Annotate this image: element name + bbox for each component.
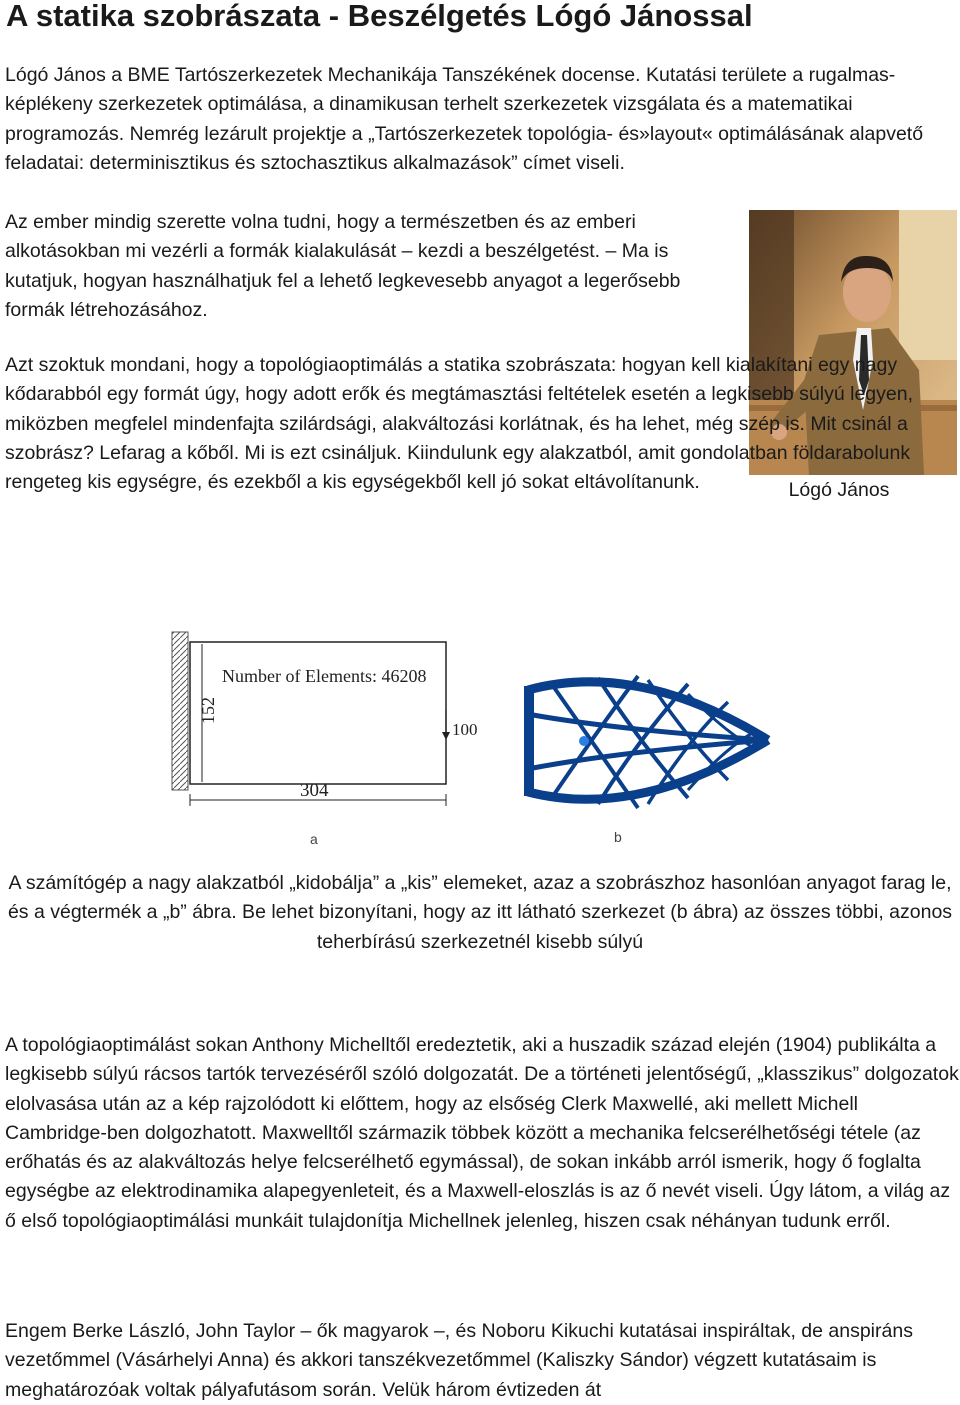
history-paragraph: A topológiaoptimálást sokan Anthony Michelltől eredeztetik, aki a huszadik század elején (1904) publikálta a legkisebb súlyú rácsos tartók tervezéséről szóló dolgozatát. De a történeti jelentőségű, „klasszikus” dolgozatok elolvasása után az a kép rajzolódott ki előttem, hogy az elsőség Clerk Maxwellé, aki mellett Michell Cambridge-ben dolgozhatott. Maxwelltől származik többek között a mechanika felcserélhetőségi tétele (az erőhatás és az alakváltozás helye felcserélhető egymással), de sokan inkább arról ismerik, hogy ő foglalta egységbe az elektrodinamika alapegyenleteit, és a Maxwell-eloszlás is az ő nevét viseli. Úgy látom, a világ az ő első topológiaoptimálási munkáit tulajdonítja Michellnek jelenleg, hiszen csak néhányan tudunk erről. <box>5 1034 959 1232</box>
photo-caption: Lógó János <box>788 479 890 501</box>
topology-figure <box>168 620 808 860</box>
panel-label-b: b <box>614 829 622 845</box>
figure-caption: A számítógép a nagy alakzatból „kidobálja” a „kis” elemeket, azaz a szobrászhoz hasonlóan anyagot farag le, és a végtermék a „b” ábra. Be lehet bizonyítani, hogy az itt látható szerkezet (b ábra) az összes többi, azonos teherbírású szerkezetnél kisebb súlyú <box>7 872 953 953</box>
width-label: 304 <box>300 780 329 801</box>
panel-label-a: a <box>310 831 318 847</box>
figure-panel-a <box>172 632 478 847</box>
figure-panel-b <box>524 676 768 845</box>
intro-paragraph: Lógó János a BME Tartószerkezetek Mechanikája Tanszékének docense. Kutatási területe a rugalmas-képlékeny szerkezetek optimálása, a dinamikusan terhelt szerkezetek vizsgálata és a matematikai programozás. Nemrég lezárult projektje a „Tartószerkezetek topológia- és»layout« optimálásának alapvető feladatai: determinisztikus és sztochasztikus alkalmazások” címet viseli. <box>5 64 924 174</box>
load-label: 100 <box>452 720 478 739</box>
answer-paragraph: Azt szoktuk mondani, hogy a topológiaoptimálás a statika szobrászata: hogyan kell kialakítani egy nagy kődarabból egy formát úgy, hogy adott erők és megtámasztási feltételek esetén a legkisebb súlyú legyen, miközben megfelel mindenfajta szilárdsági, alakváltozási korlátnak, és ha lehet, még szép is. Mit csinál a szobrász? Lefarag a kőből. Mi is ezt csináljuk. Kiindulunk egy alakzatból, amit gondolatban földarabolunk rengeteg kis egységre, és ezekből a kis egységekből kell jó sokat eltávolítanunk. <box>5 354 913 494</box>
height-label: 152 <box>198 697 218 724</box>
article-title: A statika szobrászata - Beszélgetés Lógó Jánossal <box>6 0 753 33</box>
question-paragraph: Az ember mindig szerette volna tudni, hogy a természetben és az emberi alkotásokban mi vezérli a formák kialakulását – kezdi a beszélgetést. – Ma is kutatjuk, hogyan használhatjuk fel a lehető legkevesebb anyagot a legerősebb formák létrehozásához. <box>5 211 681 321</box>
mentors-paragraph: Engem Berke László, John Taylor – ők magyarok –, és Noboru Kikuchi kutatásai inspiráltak, de anspiráns vezetőmmel (Vásárhelyi Anna) és akkori tanszékvezetőmmel (Kaliszky Sándor) végzett kutatásaim is meghatározóak voltak pályafutásom során. Velük három évtizeden át <box>5 1320 913 1401</box>
elements-label: Number of Elements: 46208 <box>222 666 427 686</box>
